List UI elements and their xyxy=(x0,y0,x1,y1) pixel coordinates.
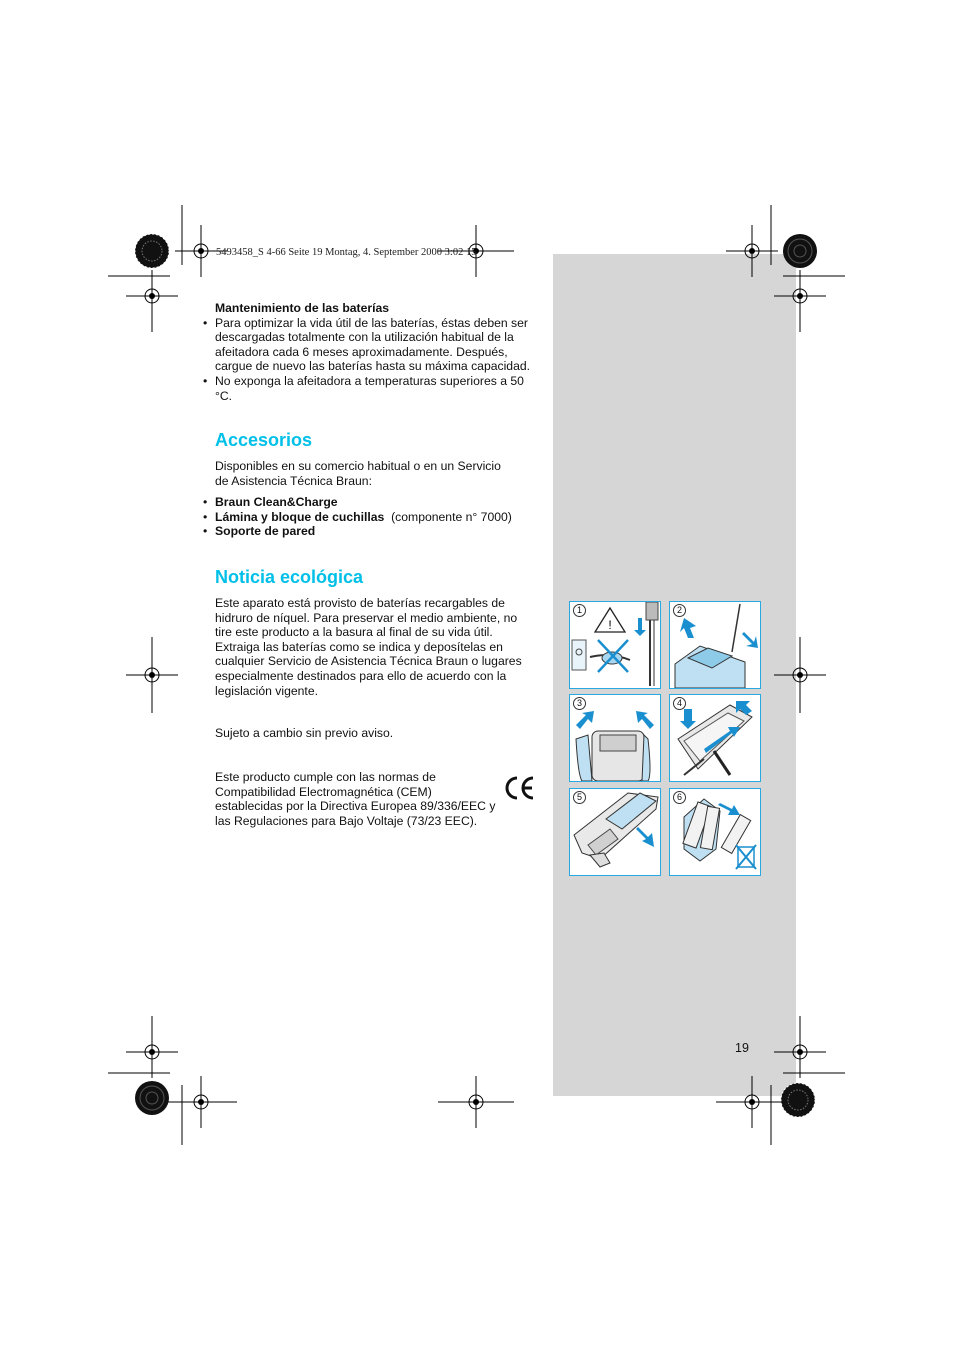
figure-number: 4 xyxy=(673,697,686,710)
accessory-item xyxy=(215,510,545,525)
accessory-name: Soporte de pared xyxy=(215,524,316,539)
accessory-item xyxy=(215,495,545,510)
ce-mark-icon xyxy=(502,773,536,803)
compliance-text: Este producto cumple con las normas de Compatibilidad Electromagnética (CEM) establecidas por la Directiva Europea 89/336/EEC y las Regulaciones para Bajo Voltaje (73/23 EEC). xyxy=(215,770,496,828)
accessories-heading: Accesorios xyxy=(215,430,313,450)
figure-4 xyxy=(669,694,761,782)
accessory-item xyxy=(215,524,545,539)
figure-3 xyxy=(569,694,661,782)
figure-2 xyxy=(669,601,761,689)
maintenance-title: Mantenimiento de las baterías xyxy=(215,301,390,315)
maintenance-bullet: • No exponga la afeitadora a temperaturas superiores a 50 °C. xyxy=(215,374,540,403)
figure-number: 3 xyxy=(573,697,586,710)
maintenance-section xyxy=(215,301,540,403)
figure-5 xyxy=(569,788,661,876)
accessory-name: Braun Clean&Charge xyxy=(215,495,338,509)
figure-number: 2 xyxy=(673,604,686,617)
accessories-list xyxy=(215,495,545,539)
accessory-name: Lámina y bloque de cuchillas xyxy=(215,509,385,524)
maintenance-bullet: • Para optimizar la vida útil de las baterías, éstas deben ser descargadas totalmente con la utilización habitual de la afeitadora cada 6 meses aproximadamente. Después, cargue de nuevo las baterías hasta su máxima capacidad. xyxy=(215,316,540,374)
eco-heading: Noticia ecológica xyxy=(215,567,364,587)
accessory-note: (componente n° 7000) xyxy=(391,509,512,524)
figure-1 xyxy=(569,601,661,689)
figure-number: 1 xyxy=(573,604,586,617)
printer-slug: 5493458_S 4-66 Seite 19 Montag, 4. September 2000 3:02 15 xyxy=(216,247,477,258)
figure-6 xyxy=(669,788,761,876)
eco-text: Este aparato está provisto de baterías recargables de hidruro de níquel. Para preservar el medio ambiente, no tire este producto a la basura al final de su vida útil. Extraiga las baterías como se indica y deposítelas en cualquier Servicio de Asistencia Técnica Braun o lugares especialmente destinados para ello de acuerdo con la legislación vigente. xyxy=(215,596,522,698)
change-notice: Sujeto a cambio sin previo aviso. xyxy=(215,726,394,740)
figure-number: 6 xyxy=(673,791,686,804)
page-number: 19 xyxy=(735,1041,749,1055)
svg-text:!: ! xyxy=(608,618,612,632)
figure-number: 5 xyxy=(573,791,586,804)
accessories-intro: Disponibles en su comercio habitual o en un Servicio de Asistencia Técnica Braun: xyxy=(215,459,501,488)
